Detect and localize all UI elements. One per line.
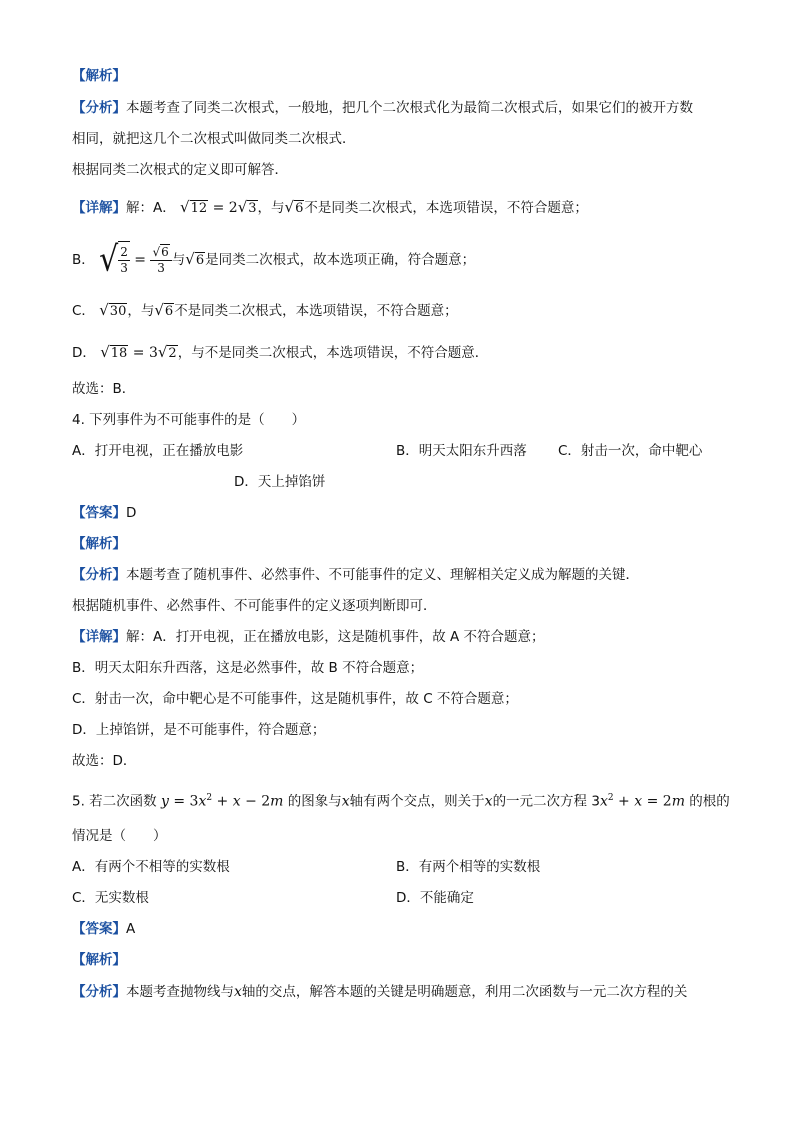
q5-stem-line2: 情况是（ ） [72,828,167,844]
q4-option-b: B．明天太阳东升西落 [396,443,527,459]
q4-xiangjie-a: 【详解】解：A．打开电视，正在播放电影，这是随机事件，故 A 不符合题意； [72,629,545,645]
q4-answer: 【答案】D [72,505,137,521]
q4-line-b: B．明天太阳东升西落，这是必然事件，故 B 不符合题意； [72,660,424,676]
q3-fenxi-line2: 相同，就把这几个二次根式叫做同类二次根式． [72,131,356,147]
q3-option-d: D． √18 = 3√2，与不是同类二次根式，本选项错误，不符合题意． [72,343,489,361]
q3-fenxi-line1: 【分析】本题考查了同类二次根式，一般地，把几个二次根式化为最简二次根式后，如果它们的被开方数 [72,100,693,116]
q4-line-c: C．射击一次，命中靶心是不可能事件，这是随机事件，故 C 不符合题意； [72,691,518,707]
q5-stem-line1: 5. 若二次函数 $y = 3x^2 + x - 2m$ 的图象与x轴有两个交点，则关于x的一元二次方程 $3x^2 + x = 2m$ 的根的 [72,793,730,810]
q4-fenxi-line1: 【分析】本题考查了随机事件、必然事件、不可能事件的定义、理解相关定义成为解题的关键． [72,567,639,583]
q4-stem: 4. 下列事件为不可能事件的是（ ） [72,412,306,428]
q3-guxuan: 故选：B． [72,381,136,397]
q4-option-c: C．射击一次，命中靶心 [558,443,703,459]
q3-option-b: B． √ $\frac{2}{3}$ = $\frac{√6}{3}$ 与√6是同类二次根式，故本选项正确，符合题意； [72,239,476,280]
q4-option-a: A．打开电视，正在播放电影 [72,443,244,459]
q5-option-a: A．有两个不相等的实数根 [72,859,230,875]
q4-line-d: D．上掉馅饼，是不可能事件，符合题意； [72,722,326,738]
q5-option-c: C．无实数根 [72,890,149,906]
q4-guxuan: 故选：D． [72,753,137,769]
q4-option-d: D．天上掉馅饼 [234,474,326,490]
q3-fenxi-line3: 根据同类二次根式的定义即可解答． [72,162,288,178]
q5-option-d: D．不能确定 [396,890,474,906]
q3-xiangjie-a: 【详解】解：A． √12 = 2√3，与√6不是同类二次根式，本选项错误，不符合题意； [72,198,588,216]
q5-answer: 【答案】A [72,921,136,937]
q3-option-c: C． √30，与√6不是同类二次根式，本选项错误，不符合题意； [72,301,458,319]
jiexi-heading-q5: 【解析】 [72,952,126,968]
q4-fenxi-line2: 根据随机事件、必然事件、不可能事件的定义逐项判断即可． [72,598,437,614]
q5-option-b: B．有两个相等的实数根 [396,859,541,875]
jiexi-heading-q3: 【解析】 [72,68,126,84]
q5-fenxi-line1: 【分析】本题考查抛物线与x轴的交点，解答本题的关键是明确题意，利用二次函数与一元二次方程的关 [72,984,688,1000]
jiexi-heading-q4: 【解析】 [72,536,126,552]
